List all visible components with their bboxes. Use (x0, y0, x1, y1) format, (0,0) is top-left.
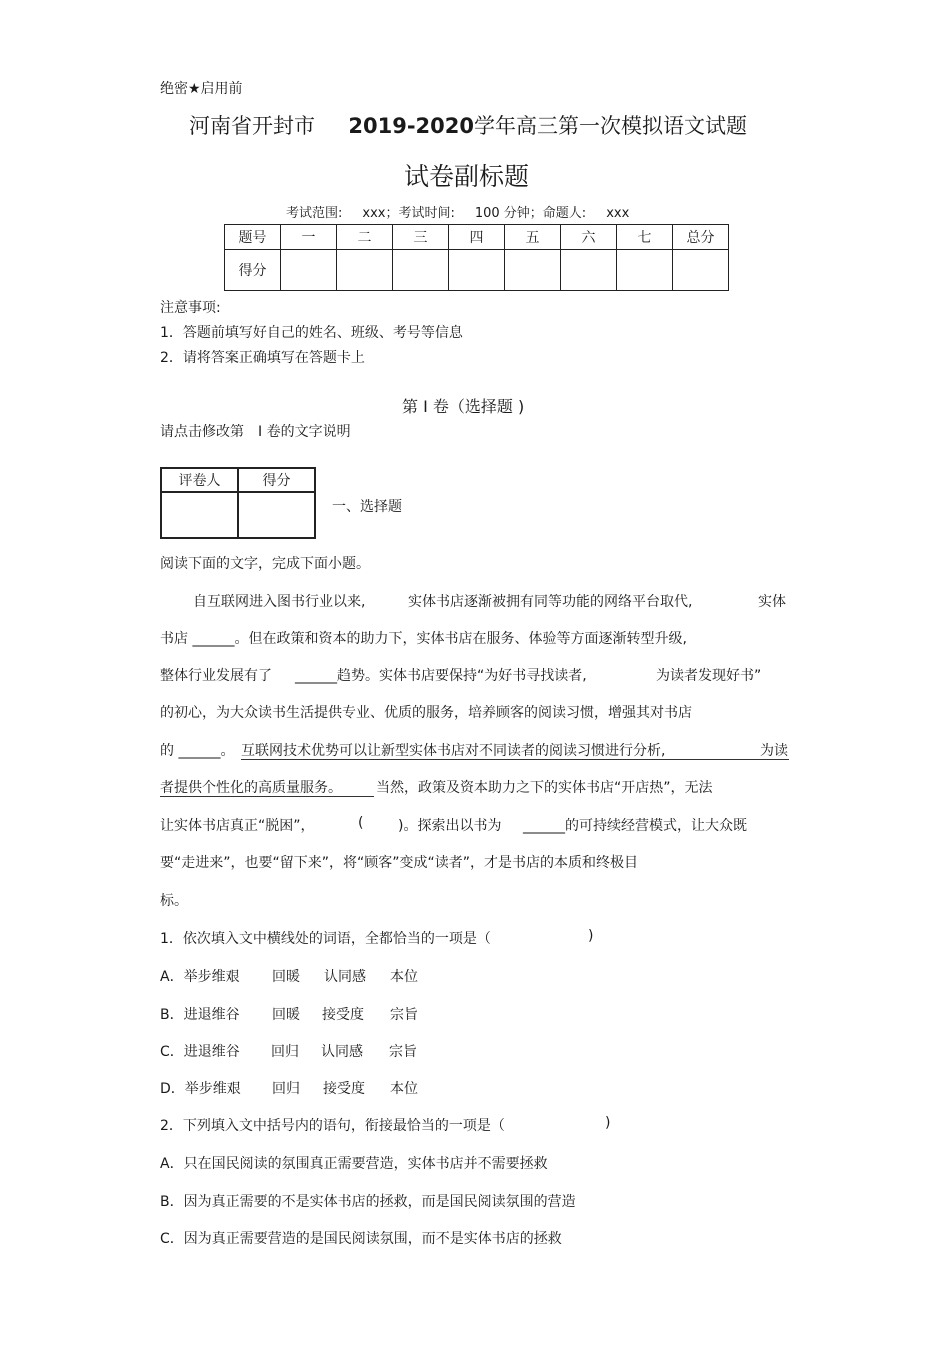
passage-line-1a: 自互联网进入图书行业以来, (193, 594, 366, 610)
passage-line-4: 的初心，为大众读书生活提供专业、优质的服务，培养顾客的阅读习惯，增强其对书店 (160, 705, 692, 721)
grader-col-score: 得分 (238, 468, 315, 492)
score-col-1: 一 (281, 225, 337, 250)
title-rest: 学年高三第一次模拟语文试题 (474, 114, 747, 138)
score-row-label: 得分 (225, 250, 281, 291)
score-col-3: 三 (393, 225, 449, 250)
score-table-score-row (225, 250, 729, 291)
passage-line-7c: )。探索出以书为 (398, 818, 502, 834)
grader-cell (238, 492, 315, 538)
q1-option-c-3: 认同感 (321, 1044, 363, 1060)
q1-option-a-2: 回暖 (272, 969, 300, 985)
grader-input-row (161, 492, 315, 538)
exam-info (286, 202, 629, 221)
score-cell (449, 250, 505, 291)
passage-line-5c: 为读 (760, 743, 788, 759)
q2-stem: 2．下列填入文中括号内的语句，衔接最恰当的一项是（ (160, 1118, 505, 1134)
score-header-label: 题号 (225, 225, 281, 250)
note-item-2: 2．请将答案正确填写在答题卡上 (160, 350, 365, 366)
info-time-label: xxx；考试时间: (362, 206, 455, 221)
passage-line-6a: 者提供个性化的高质量服务。 (160, 780, 342, 796)
passage-line-2: 书店 ______。但在政策和资本的助力下，实体书店在服务、体验等方面逐渐转型升级, (160, 631, 687, 647)
q1-stem-end: ) (588, 928, 594, 944)
note-item-1: 1．答题前填写好自己的姓名、班级、考号等信息 (160, 325, 463, 341)
q1-option-b-2: 回暖 (272, 1007, 300, 1023)
q2-option-c[interactable]: C．因为真正需要营造的是国民阅读氛围，而不是实体书店的拯救 (160, 1231, 562, 1247)
score-cell (561, 250, 617, 291)
title-region: 河南省开封市 (189, 114, 315, 138)
grader-cell (161, 492, 238, 538)
score-col-7: 七 (617, 225, 673, 250)
score-col-2: 二 (337, 225, 393, 250)
passage-line-3a: 整体行业发展有了 (160, 668, 272, 684)
notes-title: 注意事项: (160, 300, 221, 316)
q2-stem-end: ) (605, 1115, 611, 1131)
info-author-value: xxx (606, 206, 630, 221)
passage-line-3b: ______趋势。实体书店要保持“为好书寻找读者, (295, 668, 587, 684)
passage-line-8: 要“走进来”，也要“留下来”，将“顾客”变成“读者”，才是书店的本质和终极目 (160, 855, 639, 871)
q1-option-d-1: D．举步维艰 (160, 1081, 241, 1097)
passage-line-7a: 让实体书店真正“脱困”， (160, 818, 315, 834)
grader-header-row (161, 468, 315, 492)
score-cell (505, 250, 561, 291)
underline-5 (241, 759, 789, 760)
score-cell (673, 250, 729, 291)
secret-label: 绝密★启用前 (160, 81, 243, 97)
info-range-label: 考试范围: (286, 206, 343, 221)
q1-option-b-4: 宗旨 (390, 1007, 418, 1023)
q1-option-b-3: 接受度 (322, 1007, 364, 1023)
score-col-5: 五 (505, 225, 561, 250)
exam-subtitle: 试卷副标题 (404, 162, 530, 191)
section-desc: 请点击修改第 I 卷的文字说明 (160, 424, 351, 440)
score-cell (281, 250, 337, 291)
passage-line-9: 标。 (160, 893, 188, 909)
q1-option-b-1: B．进退维谷 (160, 1007, 240, 1023)
grader-col-reviewer: 评卷人 (161, 468, 238, 492)
passage-line-5b: 互联网技术优势可以让新型实体书店对不同读者的阅读习惯进行分析, (241, 743, 666, 759)
q1-option-a-3: 认同感 (324, 969, 366, 985)
section-title: 第 I 卷（选择题 ) (402, 397, 525, 416)
score-col-total: 总分 (673, 225, 729, 250)
q1-option-a-1: A．举步维艰 (160, 969, 240, 985)
score-table-header-row (225, 225, 729, 250)
score-col-4: 四 (449, 225, 505, 250)
q2-option-a[interactable]: A．只在国民阅读的氛围真正需要营造，实体书店并不需要拯救 (160, 1156, 548, 1172)
passage-line-6b: 当然，政策及资本助力之下的实体书店“开店热”，无法 (376, 780, 713, 796)
score-col-6: 六 (561, 225, 617, 250)
q1-stem: 1．依次填入文中横线处的词语，全都恰当的一项是（ (160, 931, 491, 947)
passage-line-7d: ______的可持续经营模式，让大众既 (523, 818, 747, 834)
instruction: 阅读下面的文字，完成下面小题。 (160, 556, 370, 572)
underline-6 (160, 796, 374, 797)
q1-option-d-2: 回归 (272, 1081, 300, 1097)
q1-option-c-2: 回归 (271, 1044, 299, 1060)
score-cell (617, 250, 673, 291)
passage-line-5a: 的 ______。 (160, 743, 235, 759)
score-table (224, 224, 729, 291)
part-title: 一、选择题 (332, 499, 402, 515)
passage-line-1b: 实体书店逐渐被拥有同等功能的网络平台取代, (408, 594, 693, 610)
q1-option-d-3: 接受度 (323, 1081, 365, 1097)
score-cell (337, 250, 393, 291)
exam-title (189, 110, 747, 140)
score-cell (393, 250, 449, 291)
info-author-label: 100 分钟；命题人: (474, 206, 587, 221)
q1-option-a-4: 本位 (390, 969, 418, 985)
q2-option-b[interactable]: B．因为真正需要的不是实体书店的拯救，而是国民阅读氛围的营造 (160, 1194, 576, 1210)
passage-line-3c: 为读者发现好书” (656, 668, 762, 684)
q1-option-c-4: 宗旨 (389, 1044, 417, 1060)
passage-line-7b: ( (358, 815, 364, 831)
title-year: 2019-2020 (348, 114, 474, 138)
passage-line-1c: 实体 (758, 594, 786, 610)
q1-option-d-4: 本位 (390, 1081, 418, 1097)
grader-table (160, 467, 316, 539)
q1-option-c-1: C．进退维谷 (160, 1044, 240, 1060)
